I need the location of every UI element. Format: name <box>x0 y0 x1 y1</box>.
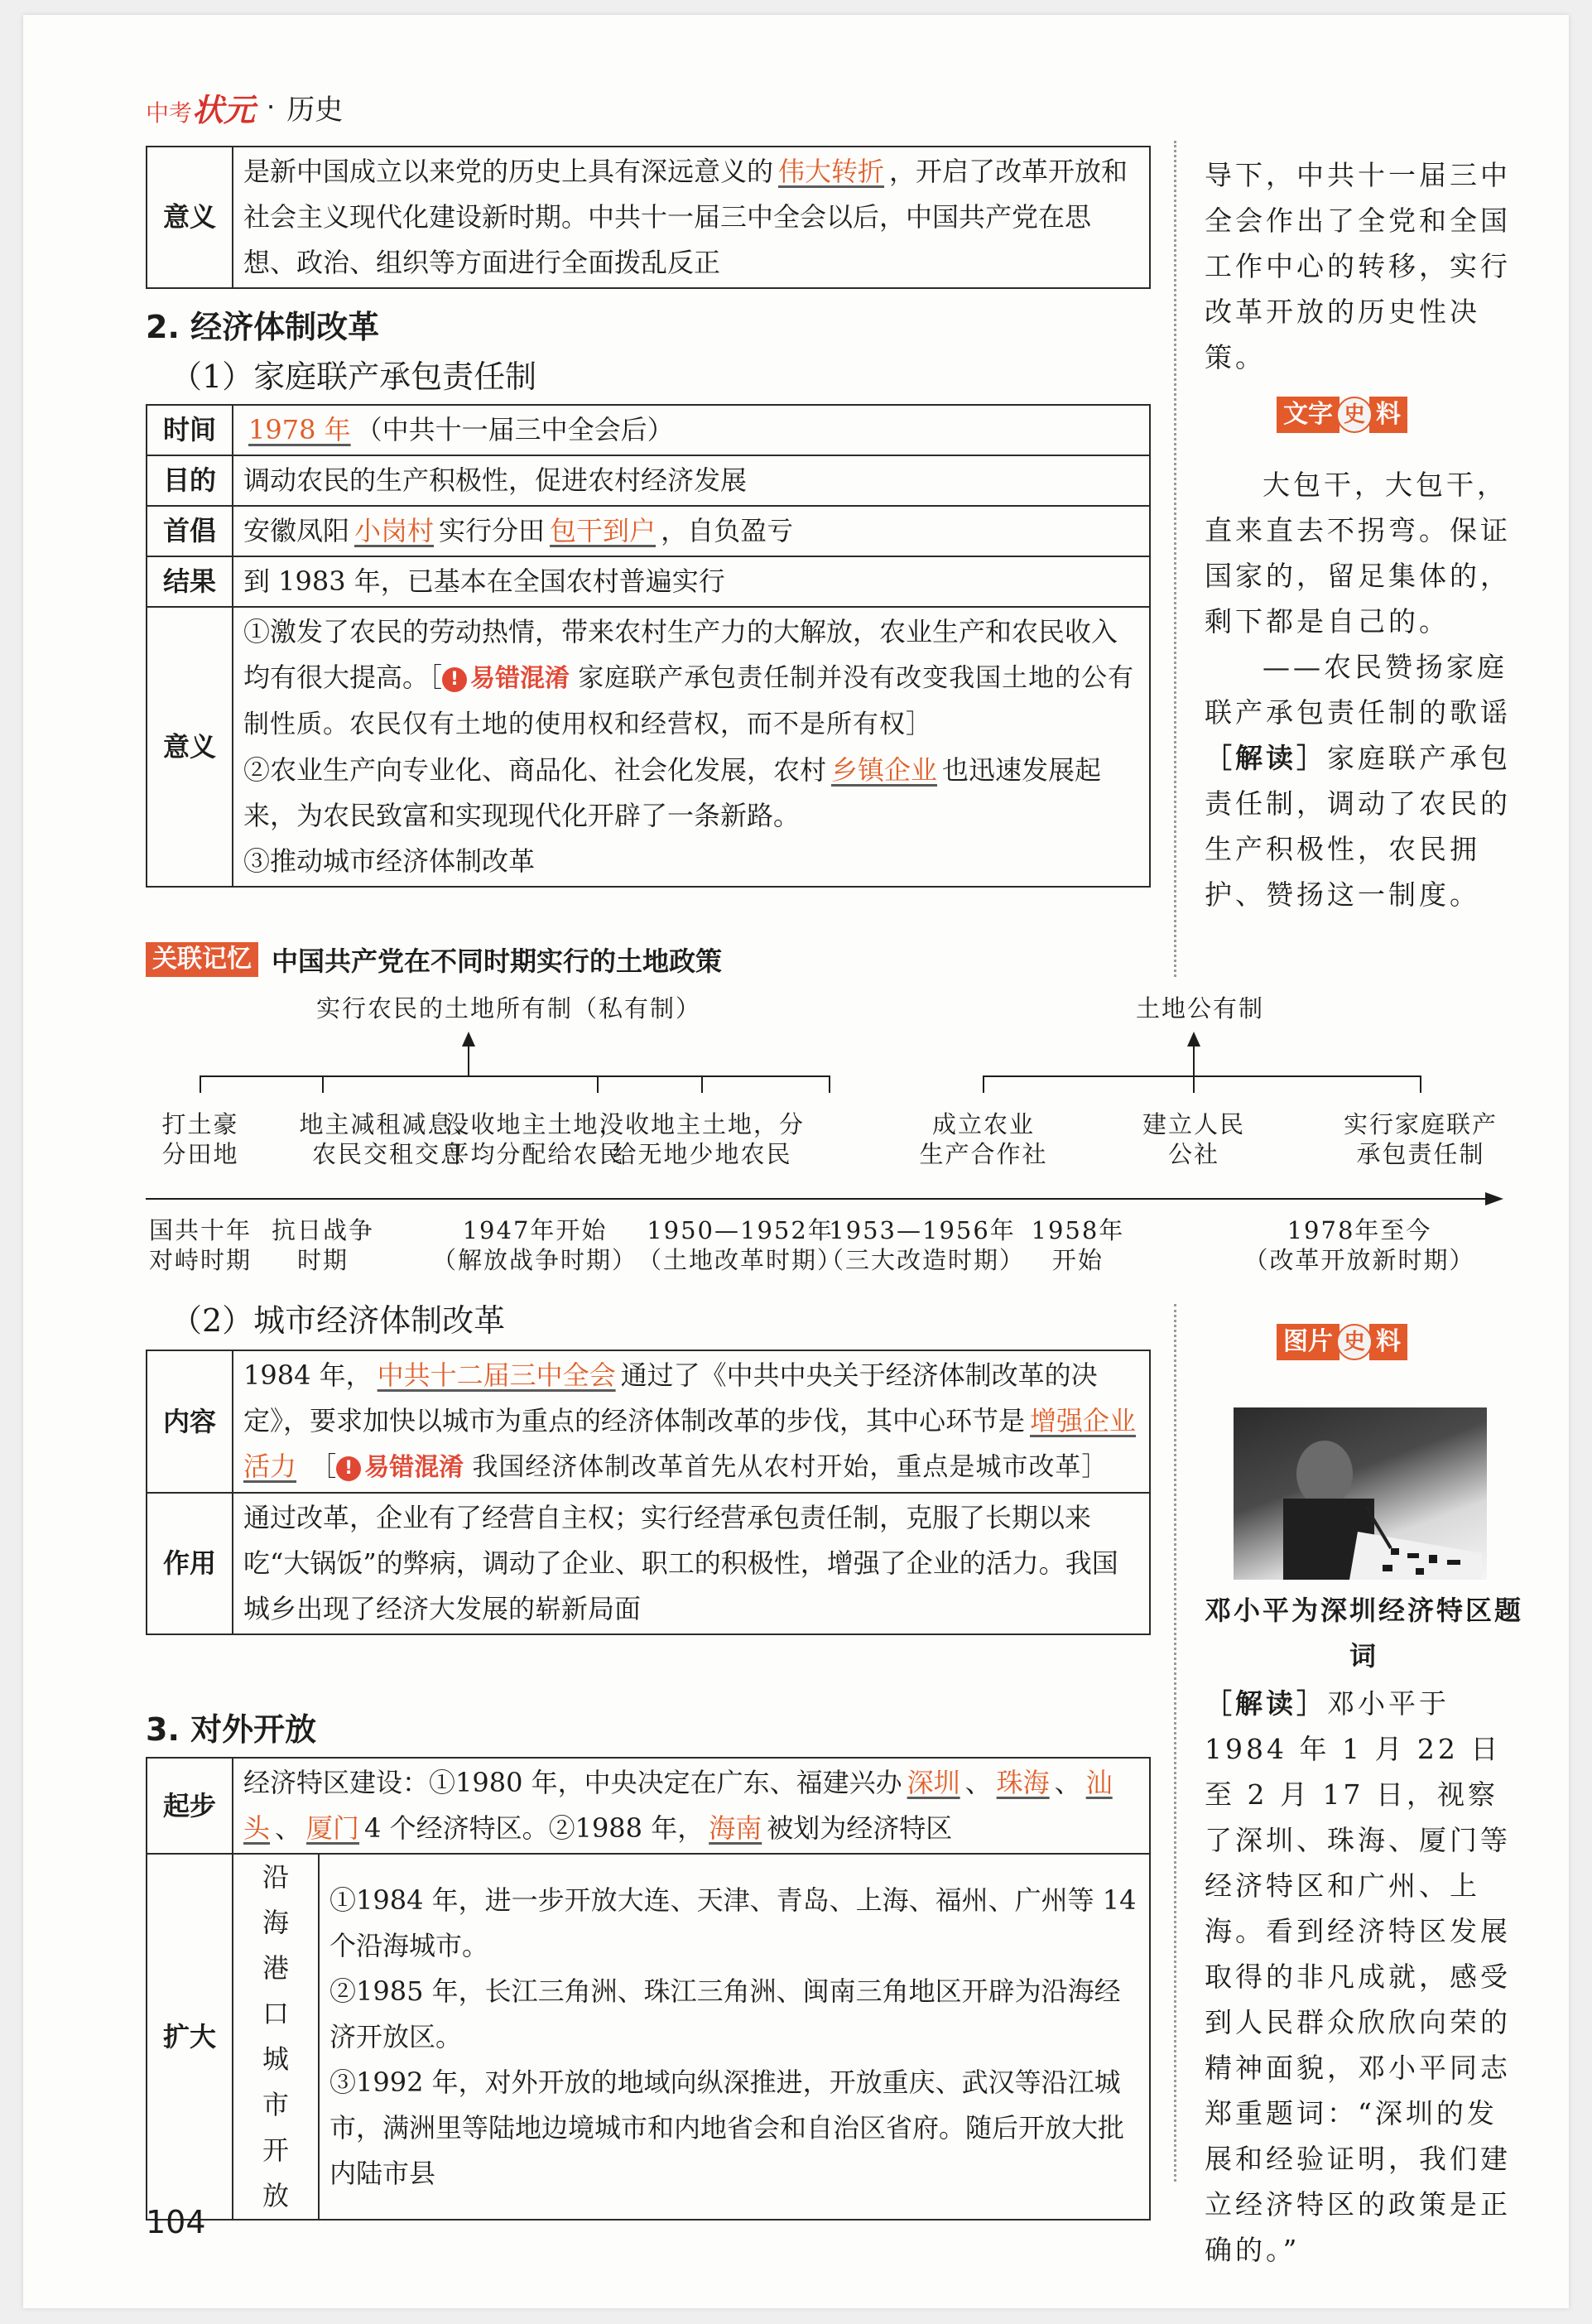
row-key: 目的 <box>147 455 233 506</box>
sidebar-poem: 大包干，大包干，直来直去不拐弯。保证国家的，留足集体的，剩下都是自己的。 ——农民赞扬家庭联产承包责任制的歌谣 ［解读］家庭联产承包责任制，调动了农民的生产积极性，农民拥护、赞扬这一制度。 <box>1205 469 1511 911</box>
land-policy-timeline <box>146 985 1520 1283</box>
row-key: 扩大 <box>147 1854 233 2220</box>
row-key: 结果 <box>147 556 233 607</box>
header-dot: · <box>267 91 276 123</box>
sidebar-text: 导下，中共十一届三中全会作出了全党和全国工作中心的转移，实行改革开放的历史性决策。 <box>1205 159 1511 373</box>
answer-blank: 小岗村 <box>354 515 435 546</box>
section-title: 3. 对外开放 <box>146 1711 317 1748</box>
timeline-period: 1947年开始 （解放战争时期） <box>432 1216 638 1274</box>
answer-blank: 伟大转折 <box>778 156 885 187</box>
subject-title: 历史 <box>286 93 344 127</box>
timeline-period: 1953—1956年 （三大改造时期） <box>820 1216 1026 1274</box>
timeline-event: 没收地主土地，分 给无地少地农民 <box>599 1110 806 1168</box>
timeline-period: 1958年 开始 <box>1031 1216 1125 1274</box>
household-contract-table <box>146 404 1151 888</box>
row-value: 1984 年， 中共十二届三中全会 通过了《中共中央关于经济体制改革的决定》，要求加快以城市为重点的经济体制改革的步伐，其中心环节是 增强企业活力 ［ ! 易错混淆 我国经济体制改革首先从农村开始，重点是城市改革］ <box>233 1350 1150 1493</box>
row-subkey: 沿海港口城市开放 <box>233 1854 319 2220</box>
section-title: 2. 经济体制改革 <box>146 309 380 345</box>
brand-logo: 中考状元 <box>146 91 256 128</box>
answer-blank: 1978 年 <box>248 414 351 445</box>
timeline-event: 没收地主土地， 平均分配给农民 <box>445 1110 625 1168</box>
answer-blank: 增强企业活力 <box>243 1405 1137 1482</box>
row-value: 安徽凤阳 小岗村 实行分田 包干到户 ，自负盈亏 <box>233 506 1150 556</box>
row-key: 意义 <box>147 607 233 887</box>
row-value: 是新中国成立以来党的历史上具有深远意义的 伟大转折 ，开启了改革开放和社会主义现代化建设新时期。中共十一届三中全会以后，中国共产党在思想、政治、组织等方面进行全面拨乱反正 <box>233 147 1150 288</box>
recall-title: 中国共产党在不同时期实行的土地政策 <box>272 945 723 977</box>
photo-caption: 邓小平为深圳经济特区题词 <box>1205 1595 1524 1672</box>
page-number: 104 <box>146 2204 206 2240</box>
answer-blank: 海南 <box>709 1812 762 1844</box>
row-key: 作用 <box>147 1493 233 1634</box>
timeline-event: 地主减租减息、 农民交租交息 <box>299 1110 479 1168</box>
timeline-event: 打土豪 分田地 <box>161 1110 239 1168</box>
timeline-event: 实行家庭联产 承包责任制 <box>1344 1110 1498 1168</box>
timeline-period: 1978年至今 （改革开放新时期） <box>1243 1216 1475 1274</box>
timeline-period: 抗日战争 时期 <box>272 1216 375 1274</box>
timeline-top-label: 实行农民的土地所有制（私有制） <box>316 994 702 1022</box>
image-source-tag: 图片 史 料 <box>1277 1321 1407 1363</box>
row-value: ①1984 年，进一步开放大连、天津、青岛、上海、福州、广州等 14 个沿海城市。 ②1985 年，长江三角洲、珠江三角洲、闽南三角地区开辟为沿海经济开放区。 ③1992 年，对外开放的地域向纵深推进，开放重庆、武汉等沿江城市，满洲里等陆地边境城市和内地省会和自治区省府。随后开放大批内陆市县 <box>319 1854 1150 2220</box>
deng-xiaoping-photo <box>1234 1407 1487 1580</box>
column-divider <box>1174 141 1176 977</box>
row-value: 通过改革，企业有了经营自主权；实行经营承包责任制，克服了长期以来吃“大锅饭”的弊病，调动了企业、职工的积极性，增强了企业的活力。我国城乡出现了经济大发展的崭新局面 <box>233 1493 1150 1634</box>
row-value: 到 1983 年，已基本在全国农村普遍实行 <box>233 556 1150 607</box>
subsection-title: （2）城市经济体制改革 <box>171 1302 506 1339</box>
timeline-event: 建立人民 公社 <box>1142 1110 1246 1168</box>
calligraphy-illustration <box>1234 1407 1487 1580</box>
answer-blank: 包干到户 <box>550 515 657 546</box>
answer-blank: 深圳 <box>907 1767 960 1798</box>
row-value: 调动农民的生产积极性，促进农村经济发展 <box>233 455 1150 506</box>
row-value: ①激发了农民的劳动热情，带来农村生产力的大解放，农业生产和农民收入均有很大提高。［ ! 易错混淆 家庭联产承包责任制并没有改变我国土地的公有制性质。农民仅有土地的使用权和经营权，而不是所有权］ ②农业生产向专业化、商品化、社会化发展，农村 乡镇企业 也迅速发展起来，为农民致富和实现现代化开辟了一条新路。 ③推动城市经济体制改革 <box>233 607 1150 887</box>
meaning-table <box>146 146 1151 289</box>
row-key: 意义 <box>147 147 233 288</box>
column-divider <box>1174 1304 1176 2182</box>
photo-interpretation: ［解读］邓小平于 1984 年 1 月 22 日至 2 月 17 日，视察了深圳、珠海、厦门等经济特区和广州、上海。看到经济特区发展取得的非凡成就，感受到人民群众欣欣向荣的精神面貌，邓小平同志郑重题词：“深圳的发展和经验证明，我们建立经济特区的政策是正确的。” <box>1205 1687 1511 2266</box>
row-key: 起步 <box>147 1758 233 1854</box>
warning-label: ! 易错混淆 <box>336 1453 464 1482</box>
row-key: 首倡 <box>147 506 233 556</box>
warning-icon: ! <box>442 667 467 692</box>
urban-reform-table <box>146 1350 1151 1635</box>
timeline-period: 国共十年 对峙时期 <box>149 1216 253 1274</box>
timeline-top-label: 土地公有制 <box>1136 994 1265 1022</box>
subsection-title: （1）家庭联产承包责任制 <box>171 358 537 395</box>
row-value: 经济特区建设：①1980 年，中央决定在广东、福建兴办 深圳 、 珠海 、 汕头 、 厦门 4 个经济特区。②1988 年， 海南 被划为经济特区 <box>233 1758 1150 1854</box>
related-memory <box>146 941 722 979</box>
warning-label: ! 易错混淆 <box>442 664 570 693</box>
text-source-tag: 文字 史 料 <box>1277 394 1407 435</box>
answer-blank: 厦门 <box>306 1812 360 1844</box>
answer-blank: 中共十二届三中全会 <box>377 1359 616 1391</box>
opening-up-table <box>146 1757 1151 2221</box>
warning-icon: ! <box>336 1456 361 1481</box>
answer-blank: 乡镇企业 <box>831 754 938 786</box>
page-header <box>146 86 343 128</box>
answer-blank: 珠海 <box>996 1767 1050 1798</box>
answer-blank: 汕头 <box>243 1767 1113 1844</box>
row-key: 内容 <box>147 1350 233 1493</box>
row-value: 1978 年 （中共十一届三中全会后） <box>233 405 1150 455</box>
timeline-period: 1950—1952年 （土地改革时期） <box>637 1216 844 1274</box>
timeline-event: 成立农业 生产合作社 <box>919 1110 1048 1168</box>
row-key: 时间 <box>147 405 233 455</box>
recall-label: 关联记忆 <box>146 942 258 977</box>
